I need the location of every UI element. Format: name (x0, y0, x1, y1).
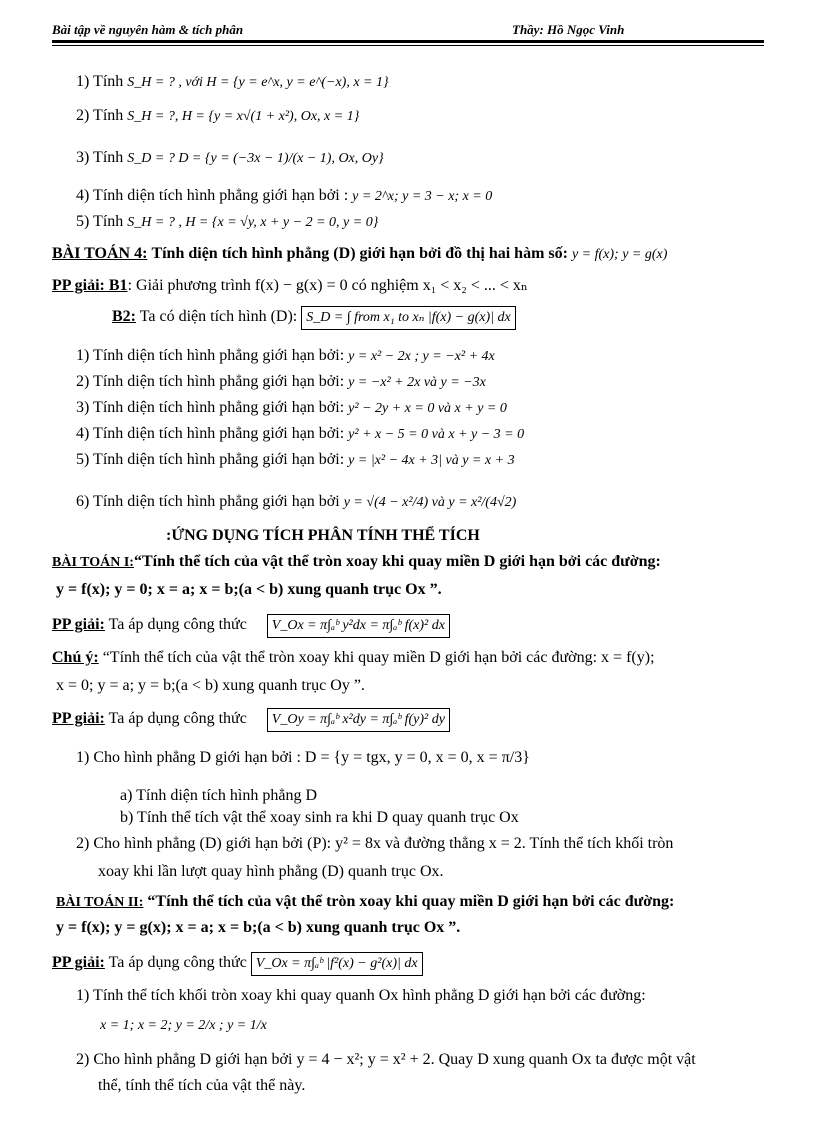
exercise-2-6: 6) Tính diện tích hình phẳng giới hạn bởi y = √(4 − x²/4) và y = x²/(4√2) (76, 493, 517, 510)
exercise-4-1-line1: 1) Tính thể tích khối tròn xoay khi quay quanh Ox hình phẳng D giới hạn bởi các đường: (76, 987, 646, 1004)
exercise-3-1a: a) Tính diện tích hình phẳng D (120, 787, 317, 804)
problem-II-line2: y = f(x); y = g(x); x = a; x = b;(a < b) xung quanh trục Ox ”. (56, 919, 461, 936)
exercise-2-2: 2) Tính diện tích hình phẳng giới hạn bởi: y = −x² + 2x và y = −3x (76, 373, 486, 390)
exercise-3-1b: b) Tính thể tích vật thể xoay sinh ra khi D quay quanh trục Ox (120, 809, 519, 826)
exercise-4-1-line2: x = 1; x = 2; y = 2/x ; y = 1/x (100, 1018, 267, 1033)
problem-4-step2: B2: Ta có diện tích hình (D): S_D = ∫ from x₁ to xₙ |f(x) − g(x)| dx (112, 306, 516, 330)
note-line1: Chú ý: “Tính thể tích của vật thể tròn xoay khi quay miền D giới hạn bởi các đường: x = f(y); (52, 649, 655, 666)
section-heading: :ỨNG DỤNG TÍCH PHÂN TÍNH THỂ TÍCH (166, 527, 480, 544)
problem-I-method2: PP giải: Ta áp dụng công thức V_Oy = π∫ₐᵇ x²dy = π∫ₐᵇ f(y)² dy (52, 708, 450, 732)
area-formula-box: S_D = ∫ from x₁ to xₙ |f(x) − g(x)| dx (301, 306, 516, 330)
exercise-1-4: 4) Tính diện tích hình phẳng giới hạn bởi : y = 2^x; y = 3 − x; x = 0 (76, 187, 493, 204)
note-line2: x = 0; y = a; y = b;(a < b) xung quanh trục Oy ”. (56, 677, 365, 694)
exercise-3-2-line2: xoay khi lần lượt quay hình phẳng (D) quanh trục Ox. (98, 863, 444, 880)
header-left: Bài tập về nguyên hàm & tích phân (52, 22, 244, 37)
header-right: Thầy: Hồ Ngọc Vinh (512, 22, 625, 37)
problem-I-line1: BÀI TOÁN I:“Tính thể tích của vật thể tròn xoay khi quay miền D giới hạn bởi các đường: (52, 553, 661, 570)
exercise-4-2-line2: thể, tính thể tích của vật thể này. (98, 1077, 306, 1094)
header-rule-thin (52, 45, 764, 46)
header-rule (52, 40, 764, 43)
problem-4-title: BÀI TOÁN 4: Tính diện tích hình phẳng (D) giới hạn bởi đồ thị hai hàm số: y = f(x); y = g(x) (52, 245, 668, 262)
volume-formula-oy-box: V_Oy = π∫ₐᵇ x²dy = π∫ₐᵇ f(y)² dy (267, 708, 450, 732)
exercise-3-2-line1: 2) Cho hình phẳng (D) giới hạn bởi (P): y² = 8x và đường thẳng x = 2. Tính thể tích khối tròn (76, 835, 674, 852)
problem-I-line2: y = f(x); y = 0; x = a; x = b;(a < b) xung quanh trục Ox ”. (56, 581, 442, 598)
exercise-2-5: 5) Tính diện tích hình phẳng giới hạn bởi: y = |x² − 4x + 3| và y = x + 3 (76, 451, 515, 468)
exercise-1-2: 2) Tính S_H = ?, H = {y = x√(1 + x²), Ox, x = 1} (76, 107, 360, 124)
exercise-2-3: 3) Tính diện tích hình phẳng giới hạn bởi: y² − 2y + x = 0 và x + y = 0 (76, 399, 507, 416)
problem-II-line1: BÀI TOÁN II: “Tính thể tích của vật thể tròn xoay khi quay miền D giới hạn bởi các đường: (56, 893, 675, 910)
problem-4-step1: PP giải: B1: Giải phương trình f(x) − g(x) = 0 có nghiệm x₁ < x₂ < ... < xₙ (52, 277, 528, 294)
volume-formula-ox-box: V_Ox = π∫ₐᵇ y²dx = π∫ₐᵇ f(x)² dx (267, 614, 450, 638)
problem-I-method: PP giải: Ta áp dụng công thức V_Ox = π∫ₐᵇ y²dx = π∫ₐᵇ f(x)² dx (52, 614, 450, 638)
exercise-1-5: 5) Tính S_H = ? , H = {x = √y, x + y − 2 = 0, y = 0} (76, 213, 379, 230)
exercise-2-1: 1) Tính diện tích hình phẳng giới hạn bởi: y = x² − 2x ; y = −x² + 4x (76, 347, 495, 364)
exercise-1-3: 3) Tính S_D = ? D = {y = (−3x − 1)/(x − 1), Ox, Oy} (76, 149, 384, 166)
exercise-1-1: 1) Tính S_H = ? , với H = {y = e^x, y = e^(−x), x = 1} (76, 73, 389, 90)
exercise-4-2-line1: 2) Cho hình phẳng D giới hạn bởi y = 4 − x²; y = x² + 2. Quay D xung quanh Ox ta được một vật (76, 1051, 696, 1068)
volume-formula-ii-box: V_Ox = π∫ₐᵇ |f²(x) − g²(x)| dx (251, 952, 423, 976)
problem-II-method: PP giải: Ta áp dụng công thức V_Ox = π∫ₐᵇ |f²(x) − g²(x)| dx (52, 952, 423, 976)
page-header (52, 20, 764, 38)
exercise-3-1: 1) Cho hình phẳng D giới hạn bởi : D = {y = tgx, y = 0, x = 0, x = π/3} (76, 749, 530, 766)
exercise-2-4: 4) Tính diện tích hình phẳng giới hạn bởi: y² + x − 5 = 0 và x + y − 3 = 0 (76, 425, 525, 442)
